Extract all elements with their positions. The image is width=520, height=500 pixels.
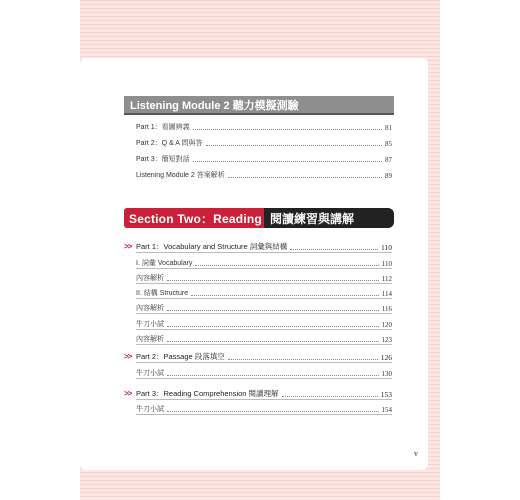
leader-dots: [228, 358, 378, 360]
toc-label: 牛刀小試: [136, 406, 164, 413]
toc-page: 130: [381, 370, 392, 378]
toc-label: II. 結構 Structure: [136, 290, 189, 297]
toc-part-row[interactable]: [136, 350, 392, 363]
leader-dots: [195, 264, 378, 266]
toc-page: 123: [381, 336, 392, 344]
toc-page: 114: [381, 290, 392, 298]
toc-page: 116: [381, 305, 392, 313]
toc-row[interactable]: [136, 152, 392, 164]
leader-dots: [206, 144, 382, 146]
leader-dots: [167, 325, 379, 327]
toc-label: Part 3：簡短對話: [136, 156, 190, 163]
toc-page: 154: [381, 406, 392, 414]
toc-page: 110: [381, 260, 392, 268]
toc-row[interactable]: [136, 256, 392, 269]
toc-row[interactable]: [136, 120, 392, 132]
toc-page: 85: [385, 140, 392, 148]
toc-label: Part 2：Q & A 問與答: [136, 140, 203, 147]
toc-label: Part 1：Vocabulary and Structure 詞彙與結構: [136, 242, 288, 251]
toc-label: I. 詞彙 Vocabulary: [136, 260, 193, 267]
toc-label: 內容解析: [136, 336, 164, 343]
toc-label: 內容解析: [136, 275, 164, 282]
leader-dots: [191, 294, 379, 296]
section-title-zh: 閱讀練習與講解: [270, 212, 355, 226]
module-header-bar: [124, 96, 394, 115]
toc-page: 153: [380, 390, 392, 399]
leader-dots: [193, 128, 382, 130]
leader-dots: [228, 176, 382, 178]
toc-page: 89: [385, 172, 392, 180]
toc-row[interactable]: [136, 402, 392, 415]
toc-label: Part 1：看圖辨義: [136, 124, 190, 131]
toc-label: 牛刀小試: [136, 370, 164, 377]
toc-label: 牛刀小試: [136, 321, 164, 328]
section-title-zh-box: [264, 208, 394, 228]
toc-page: 120: [381, 321, 392, 329]
toc-page: 112: [381, 275, 392, 283]
section-title-en: Section Two：Reading: [129, 212, 262, 226]
toc-row[interactable]: [136, 286, 392, 299]
arrow-icon: >>: [124, 389, 132, 398]
leader-dots: [167, 374, 379, 376]
toc-label: 內容解析: [136, 305, 164, 312]
section-title-en-box: [124, 208, 264, 228]
toc-row[interactable]: [136, 136, 392, 148]
page-number: v: [414, 449, 418, 458]
arrow-icon: >>: [124, 242, 132, 251]
leader-dots: [290, 248, 378, 250]
leader-dots: [167, 309, 379, 311]
leader-dots: [167, 410, 379, 412]
toc-part-row[interactable]: [136, 240, 392, 253]
leader-dots: [282, 395, 378, 397]
toc-part-row[interactable]: [136, 387, 392, 400]
leader-dots: [167, 340, 379, 342]
toc-label: Part 2：Passage 段落填空: [136, 352, 225, 361]
toc-label: Listening Module 2 答案解析: [136, 172, 225, 179]
section-banner: [124, 208, 394, 228]
toc-row[interactable]: [136, 317, 392, 330]
module-title: Listening Module 2 聽力模擬測驗: [130, 100, 299, 112]
toc-row[interactable]: [136, 168, 392, 180]
toc-page: 110: [381, 243, 392, 252]
arrow-icon: >>: [124, 352, 132, 361]
leader-dots: [193, 160, 382, 162]
toc-page: 87: [385, 156, 392, 164]
toc-row[interactable]: [136, 332, 392, 345]
toc-page: 126: [380, 353, 392, 362]
toc-page: 81: [385, 124, 392, 132]
toc-label: Part 3：Reading Comprehension 閱讀理解: [136, 389, 279, 398]
toc-row[interactable]: [136, 301, 392, 314]
toc-row[interactable]: [136, 271, 392, 284]
toc-row[interactable]: [136, 366, 392, 379]
leader-dots: [167, 279, 379, 281]
